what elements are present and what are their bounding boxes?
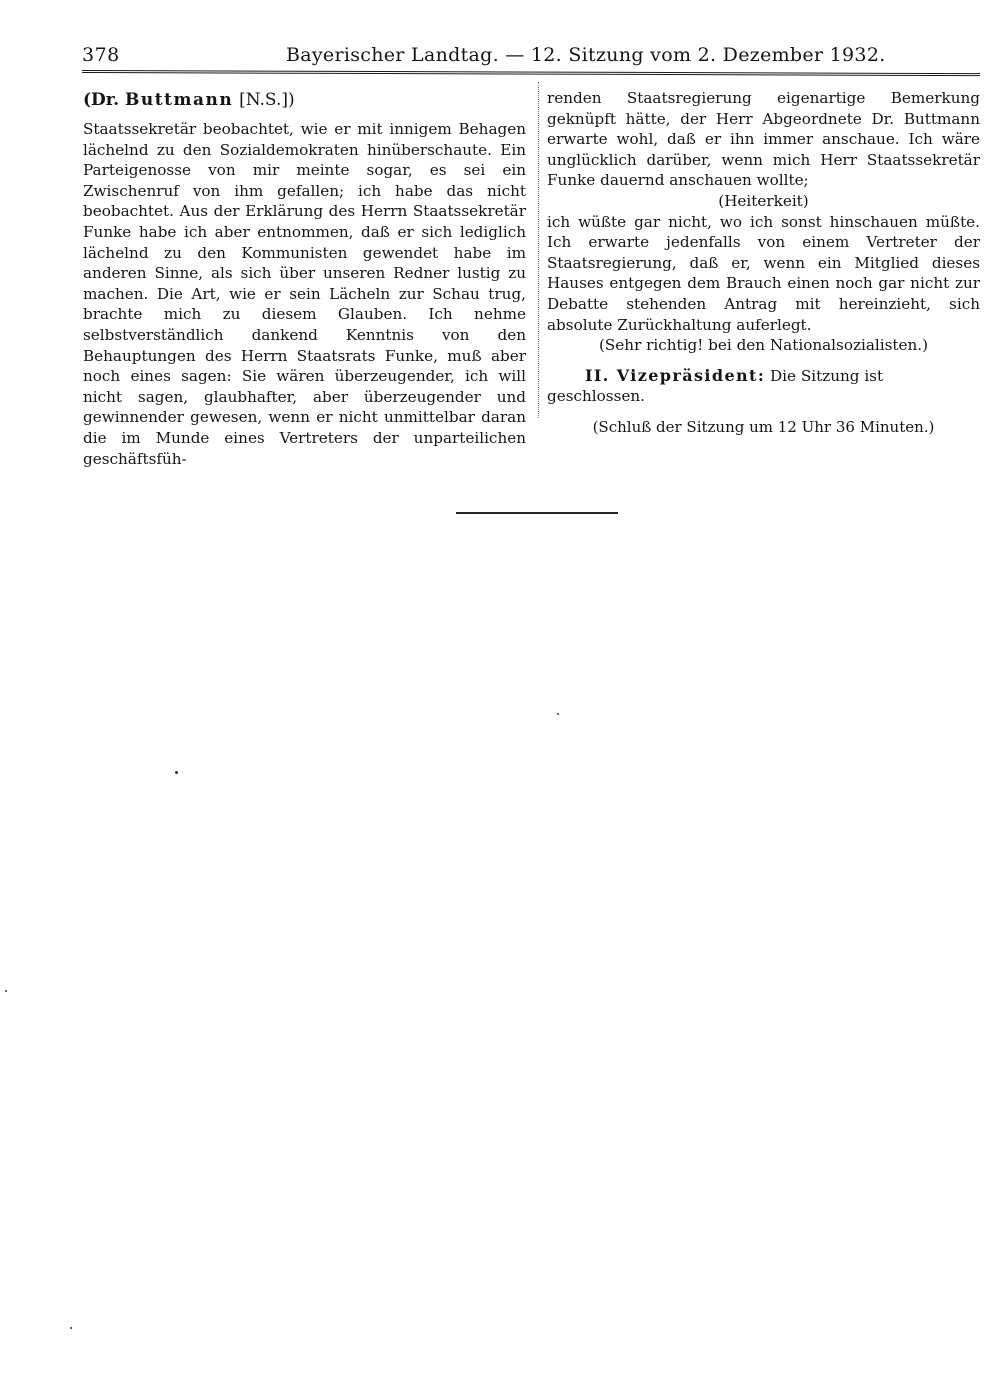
session-end-note: (Schluß der Sitzung um 12 Uhr 36 Minuten.) bbox=[592, 417, 935, 436]
right-column bbox=[547, 88, 980, 438]
column-divider bbox=[538, 82, 539, 418]
page-number: 378 bbox=[82, 44, 120, 66]
left-column bbox=[83, 88, 526, 469]
speaker-name: Buttmann bbox=[125, 90, 234, 110]
scan-speck bbox=[557, 713, 559, 715]
speaker-title: (Dr. bbox=[83, 90, 120, 110]
speech-paragraph: Staatssekretär beobachtet, wie er mit innigem Behagen lächelnd zu den Sozialdemokraten hinüberschaute. Ein Parteigenosse von mir meinte sogar, es sei ein Zwischenruf von ihm gefallen; ich habe das nicht beobachtet. Aus der Erklärung des Herrn Staatssekretär Funke habe ich aber entnommen, daß er sich lediglich lächelnd zu den Kommunisten gewendet habe im anderen Sinne, als sich über unseren Redner lustig zu machen. Die Art, wie er sein Lächeln zur Schau trug, brachte mich zu diesem Glauben. Ich nehme selbstverständlich dankend Kenntnis von den Behauptungen des Herrn Staatsrats Funke, muß aber noch eines sagen: Sie wären überzeugender, ich will nicht sagen, glaubhafter, aber überzeugender und gewinnender gewesen, wenn er nicht unmittelbar daran die im Munde eines Vertreters der unparteilichen geschäftsfüh- bbox=[83, 120, 526, 468]
scan-speck bbox=[70, 1327, 72, 1329]
speech-paragraph-continued: renden Staatsregierung eigenartige Bemerkung geknüpft hätte, der Herr Abgeordnete Dr. Buttmann erwarte wohl, daß er ihn immer anschaue. Ich wäre unglücklich darüber, wenn mich Herr Staatssekretär Funke dauernd anschauen wollte; bbox=[547, 89, 980, 190]
interjection-laughter: (Heiterkeit) bbox=[718, 191, 809, 210]
speaker-heading bbox=[83, 88, 526, 112]
running-title: Bayerischer Landtag. — 12. Sitzung vom 2. Dezember 1932. bbox=[286, 44, 886, 66]
speaker-party: [N.S.]) bbox=[239, 90, 295, 110]
end-rule bbox=[456, 512, 618, 514]
speech-paragraph-final: ich wüßte gar nicht, wo ich sonst hinschauen müßte. Ich erwarte jedenfalls von einem Vertreter der Staatsregierung, daß er, wenn ein Mitglied dieses Hauses entgegen dem Brauch einen noch gar nicht zur Debatte stehenden Antrag mit hereinzieht, sich absolute Zurückhaltung auferlegt. bbox=[547, 212, 980, 334]
scan-speck bbox=[5, 990, 7, 992]
page-header bbox=[82, 44, 980, 70]
interjection-applause: (Sehr richtig! bei den Nationalsozialisten.) bbox=[598, 336, 929, 355]
closing-speaker: II. Vizepräsident: bbox=[585, 365, 766, 385]
closing-text: Die Sitzung ist geschlossen. bbox=[547, 366, 884, 406]
header-rule bbox=[82, 70, 980, 76]
closing-statement bbox=[547, 366, 980, 407]
scan-speck bbox=[175, 771, 178, 774]
